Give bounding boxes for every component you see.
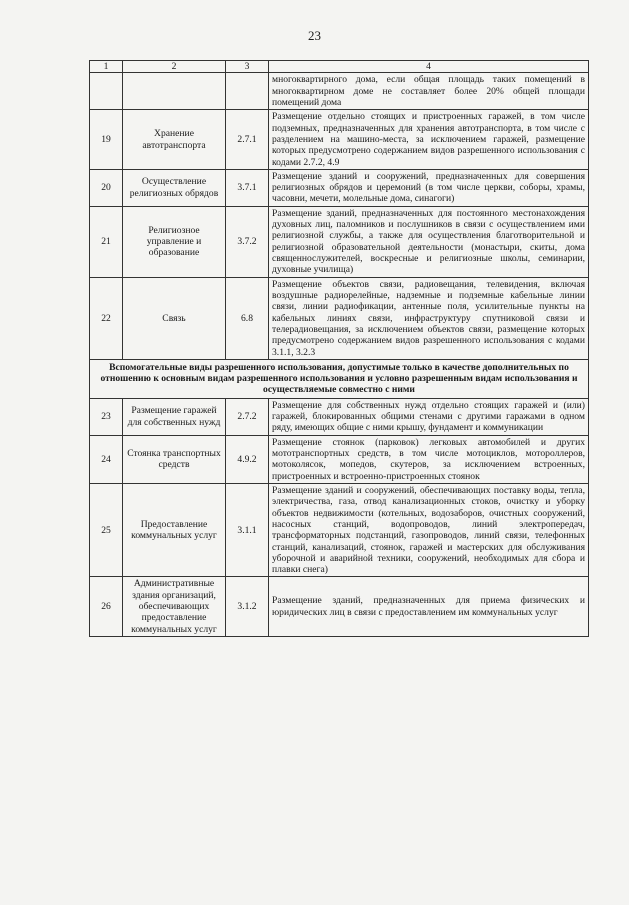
land-use-table — [89, 60, 589, 637]
header-col-2: 2 — [123, 61, 226, 73]
use-code: 3.7.2 — [226, 206, 269, 277]
table-row — [90, 169, 589, 206]
use-description: Размещение отдельно стоящих и пристроенных гаражей, в том числе подземных, предназначенных для хранения автотранспорта, в том числе с разделением на машино-места, за исключением гаражей, размещение которых предусмотрено содержанием видов разрешенного использования с кодами 2.7.2, 4.9 — [269, 110, 589, 170]
section-heading: Вспомогательные виды разрешенного использования, допустимые только в качестве дополнительных по отношению к основным видам разрешенного использования и условно разрешенным видам использования и осуществляемые совместно с ними — [90, 359, 589, 398]
table-row — [90, 206, 589, 277]
use-name: Связь — [123, 277, 226, 359]
use-name: Стоянка транспортных средств — [123, 435, 226, 483]
use-description: Размещение зданий, предназначенных для приема физических и юридических лиц в связи с предоставлением им коммунальных услуг — [269, 577, 589, 637]
use-name: Размещение гаражей для собственных нужд — [123, 398, 226, 435]
row-number: 19 — [90, 110, 123, 170]
use-code: 2.7.2 — [226, 398, 269, 435]
use-code: 4.9.2 — [226, 435, 269, 483]
table-row — [90, 577, 589, 637]
table-row — [90, 398, 589, 435]
row-number: 20 — [90, 169, 123, 206]
use-code: 2.7.1 — [226, 110, 269, 170]
use-description: Размещение стоянок (парковок) легковых автомобилей и других мототранспортных средств, в том числе мотоциклов, мотороллеров, мотоколясок, мопедов, скутеров, за исключением встроенных, пристроенных и встроенно-пристроенных стоянок — [269, 435, 589, 483]
row-number: 21 — [90, 206, 123, 277]
table-row — [90, 110, 589, 170]
header-row — [90, 61, 589, 73]
use-name: Административные здания организаций, обеспечивающих предоставление коммунальных услуг — [123, 577, 226, 637]
page-number: 23 — [308, 28, 321, 43]
row-number: 25 — [90, 483, 123, 577]
use-code: 3.1.2 — [226, 577, 269, 637]
table-row — [90, 483, 589, 577]
use-description: Размещение объектов связи, радиовещания, телевидения, включая воздушные радиорелейные, надземные и подземные кабельные линии связи, линии радиофикации, антенные поля, усилительные пункты на кабельных линиях связи, инфраструктуру спутниковой связи и телерадиовещания, за исключением объектов связи, размещение которых предусмотрено содержанием видов разрешенного использования с кодами 3.1.1, 3.2.3 — [269, 277, 589, 359]
continuation-row — [90, 73, 589, 110]
table-row — [90, 435, 589, 483]
row-number: 23 — [90, 398, 123, 435]
row-number: 24 — [90, 435, 123, 483]
use-description: Размещение для собственных нужд отдельно стоящих гаражей и (или) гаражей, блокированных общими стенами с другими гаражами в одном ряду, имеющих общие с ними крышу, фундамент и коммуникации — [269, 398, 589, 435]
auxiliary-rows — [90, 398, 589, 636]
header-col-3: 3 — [226, 61, 269, 73]
use-description: Размещение зданий и сооружений, обеспечивающих поставку воды, тепла, электричества, газа, отвод канализационных стоков, очистку и уборку объектов недвижимости (котельных, водозаборов, очистных сооружений, насосных станций, водопроводов, линий электропередач, трансформаторных подстанций, газопроводов, линий связи, телефонных станций, канализаций, стоянок, гаражей и мастерских для обслуживания уборочной и аварийной техники, сооружений, необходимых для сбора и плавки снега) — [269, 483, 589, 577]
header-col-1: 1 — [90, 61, 123, 73]
continuation-text: многоквартирного дома, если общая площадь таких помещений в многоквартирном доме не составляет более 20% общей площади помещений дома — [269, 73, 589, 110]
header-col-4: 4 — [269, 61, 589, 73]
use-description: Размещение зданий, предназначенных для постоянного местонахождения духовных лиц, паломников и послушников в связи с осуществлением ими религиозной службы, а также для осуществления благотворительной и религиозной образовательной деятельности (монастыри, скиты, дома священнослужителей, воскресные и религиозные школы, семинарии, духовные училища) — [269, 206, 589, 277]
use-code: 6.8 — [226, 277, 269, 359]
row-number: 26 — [90, 577, 123, 637]
row-number: 22 — [90, 277, 123, 359]
table-row — [90, 277, 589, 359]
use-name: Хранение автотранспорта — [123, 110, 226, 170]
use-code: 3.1.1 — [226, 483, 269, 577]
use-code: 3.7.1 — [226, 169, 269, 206]
use-description: Размещение зданий и сооружений, предназначенных для совершения религиозных обрядов и церемоний (в том числе церкви, соборы, храмы, часовни, мечети, молельные дома, синагоги) — [269, 169, 589, 206]
section-heading-row — [90, 359, 589, 398]
use-name: Осуществление религиозных обрядов — [123, 169, 226, 206]
use-name: Предоставление коммунальных услуг — [123, 483, 226, 577]
main-rows — [90, 73, 589, 360]
section-heading-group — [90, 359, 589, 398]
use-name: Религиозное управление и образование — [123, 206, 226, 277]
